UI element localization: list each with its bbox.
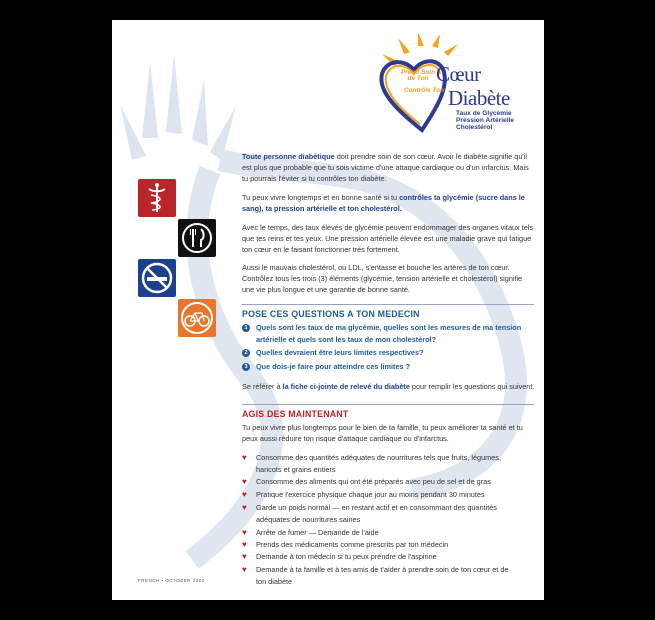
action-intro: Tu peux vivre plus longtemps pour le bien de ta famille, tu peux améliorer ta santé et tu peux aussi réduire ton risque d'attaque cardiaque ou d'infarctus. [242, 423, 523, 443]
no-smoking-icon [138, 259, 176, 297]
intro-paragraph-3: Avec le temps, des taux élevés de glycémie peuvent endommager des organes vitaux tels que tes reins et tes yeux. Une pression artérielle élevée est une maladie grave qui fatigue ton cœur en le faisant fonctionner très fortement. [242, 223, 534, 254]
intro-paragraph-2: Tu peux vivre longtemps et en bonne santé si tu contrôles ta glycémie (sucre dans le sang), ta pression artérielle et ton cholestérol. [242, 193, 525, 213]
list-item: ♥ Arrête de fumer — Demande de l'aide [242, 528, 379, 537]
intro-paragraph-1: Toute personne diabétique doit prendre soin de son cœur. Avoir le diabète signifie qu'il est plus que probable que tu sois victime d'une attaque cardiaque ou d'un infarctus. Mais tu pourrais l'éviter si tu contrôles ton diabète. [242, 152, 529, 183]
list-item: ♥ Pratique l'exercice physique chaque jour au moins pendant 30 minutes [242, 490, 485, 499]
logo-controle: Contrôle Ton [403, 87, 445, 94]
heart-bullet-icon: ♥ [242, 503, 247, 512]
question-item: 2 Quelles devraient être leurs limites respectives? [242, 347, 536, 359]
bicycle-icon [178, 299, 216, 337]
list-item: ♥ Garde un poids normal — en restant actif et en consommant des quantités adéquates de nourritures saines [242, 503, 497, 524]
logo [374, 34, 534, 144]
questions-heading: POSE CES QUESTIONS A TON MEDECIN [242, 309, 420, 319]
reference-text: Se référer à la fiche ci-jointe de relevé du diabète pour remplir les questions qui suivent. [242, 382, 535, 391]
heart-bullet-icon: ♥ [242, 565, 247, 574]
heart-bullet-icon: ♥ [242, 528, 247, 537]
question-item: 1 Quels sont les taux de ma glycémie, quelles sont les mesures de ma tension artérielle et quels sont les taux de mon cholestérol? [242, 322, 536, 346]
reference-link[interactable]: la fiche ci-jointe de relevé du diabète [282, 382, 410, 391]
question-item: 3 Que dois-je faire pour atteindre ces limites ? [242, 361, 536, 373]
list-item: ♥ Demande à ton médecin si tu peux prendre de l'aspirine [242, 552, 437, 561]
heart-bullet-icon: ♥ [242, 540, 247, 549]
list-item: ♥ Consomme des aliments qui ont été préparés avec peu de sel et de gras [242, 477, 491, 486]
logo-line-2: Pression Artérielle [456, 117, 515, 124]
list-item: ♥ Demande à ta famille et à tes amis de t'aider à prendre soin de ton cœur et de ton diabète [242, 565, 509, 586]
logo-coeur: Cœur [436, 62, 481, 86]
flyer-page [112, 20, 544, 600]
list-item: ♥ Prends des médicaments comme prescrits par ton médecin [242, 540, 449, 549]
logo-line-1: Taux de Glycémie [456, 110, 512, 117]
list-item: ♥ Consomme des quantités adéquates de nourritures tels que fruits, légumes, haricots et grains entiers [242, 453, 501, 474]
medical-caduceus-icon [138, 179, 176, 217]
divider [242, 304, 534, 305]
footer-text: FRENCH • OCTOBER 2003 [138, 578, 205, 583]
action-heading: AGIS DES MAINTENANT [242, 409, 349, 419]
divider [242, 404, 534, 405]
fork-knife-icon [178, 219, 216, 257]
logo-line-3: Cholestérol [456, 124, 493, 131]
logo-prend-soin: Prend Soin de Ton [400, 69, 436, 82]
heart-bullet-icon: ♥ [242, 477, 247, 486]
heart-bullet-icon: ♥ [242, 552, 247, 561]
heart-bullet-icon: ♥ [242, 453, 247, 462]
logo-diabete: Diabète [448, 86, 510, 110]
heart-bullet-icon: ♥ [242, 490, 247, 499]
intro-paragraph-4: Aussi le mauvais cholestérol, ou LDL, s'entasse et bouche les artères de ton cœur. Contrôlez tous les trois (3) éléments (glycémie, tension artérielle et cholestérol) signifie une vie plus longue et une garantie de bonne santé. [242, 263, 523, 294]
